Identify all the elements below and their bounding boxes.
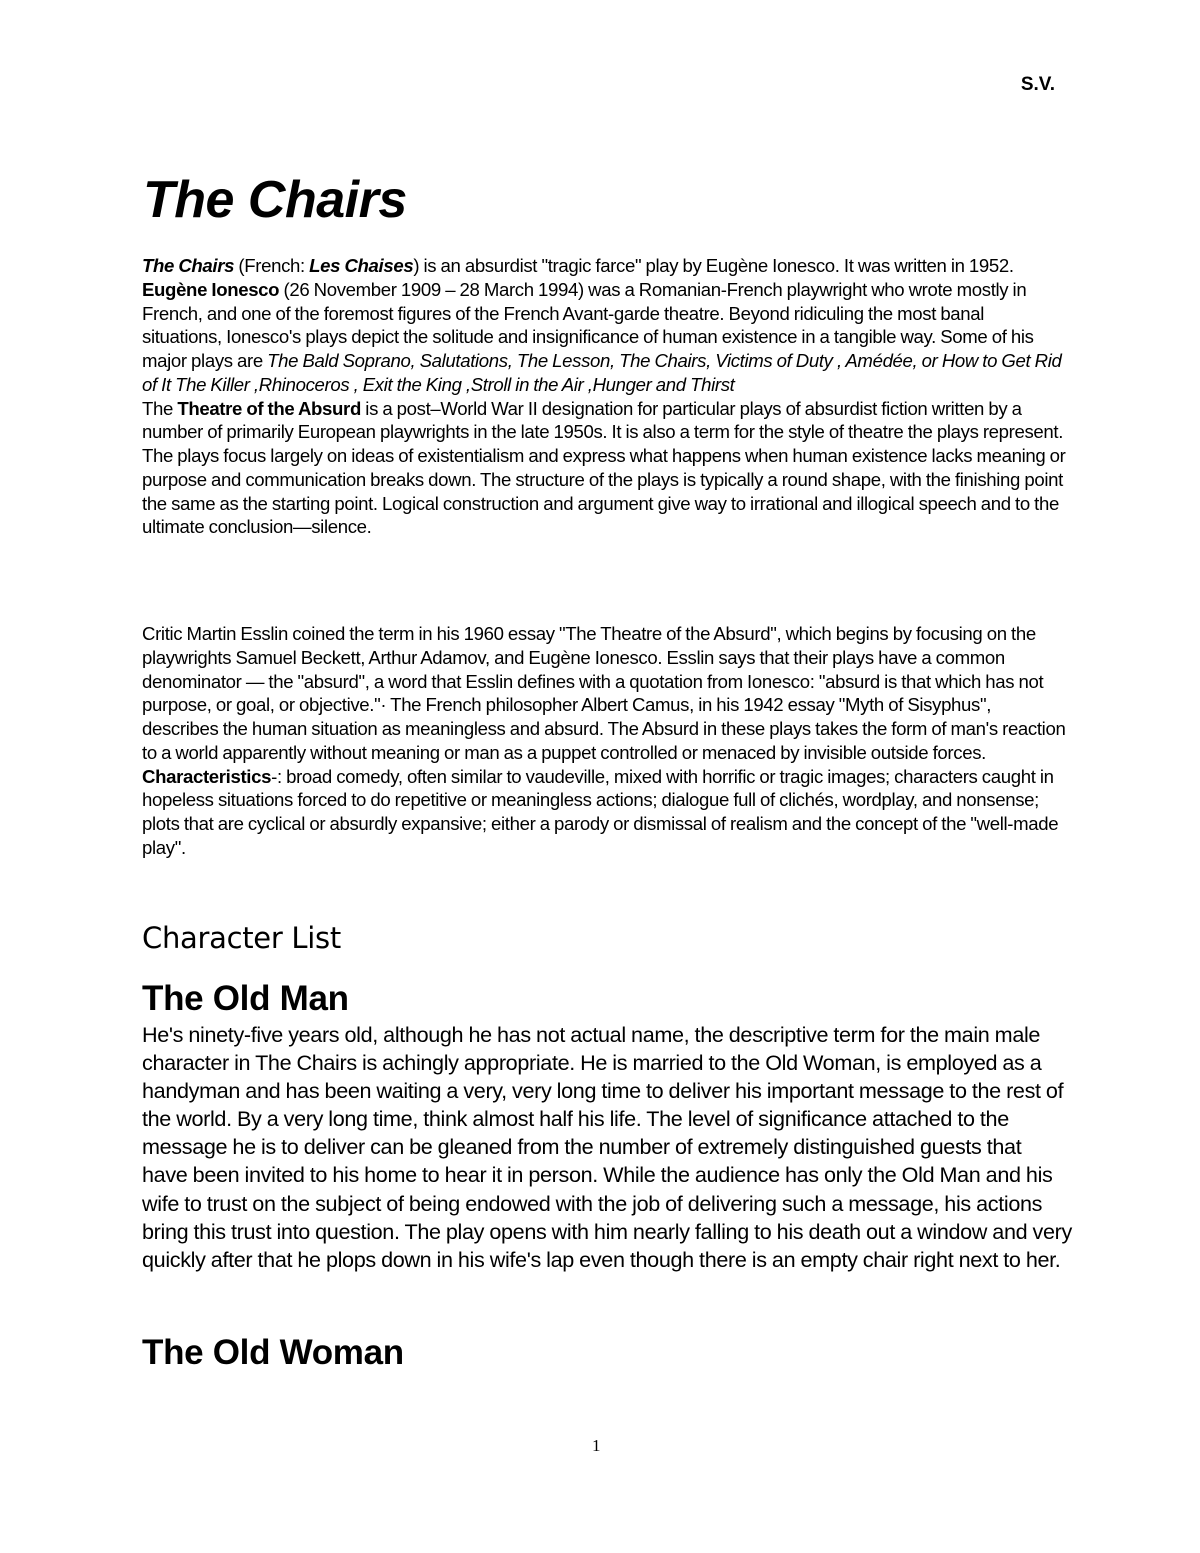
old-woman-heading: The Old Woman — [142, 1333, 404, 1372]
old-man-description: He's ninety-five years old, although he has not actual name, the descriptive term for the main male character in The Chairs is achingly appropriate. He is married to the Old Woman, is employed as a handyman and has been waiting a very, very long time to deliver his important message to the rest of the world. By a very long time, think almost half his life. The level of significance attached to the message he is to deliver can be gleaned from the number of extremely distinguished guests that have been invited to his home to hear it in person. While the audience has only the Old Man and his wife to trust on the subject of being endowed with the job of delivering such a message, his actions bring this trust into question. The play opens with him nearly falling to his death out a window and very quickly after that he plops down in his wife's lap even though there is an empty chair right next to her. — [142, 1022, 1072, 1272]
major-plays-list: The Bald Soprano, Salutations, The Lesson, The Chairs, Victims of Duty , Amédée, or How to Get Rid of It The Killer ,Rhinoceros , Exit the King ,Stroll in the Air ,Hunger and Thirst — [142, 350, 1062, 395]
intro-text-2: ) is an absurdist "tragic farce" play by Eugène Ionesco. It was written in 1952. — [413, 255, 1014, 276]
esslin-section — [142, 622, 1067, 860]
french-title-bold: Les Chaises — [309, 255, 414, 276]
absurd-text-1: The — [142, 397, 178, 419]
esslin-text-1: Critic Martin Esslin coined the term in his 1960 essay "The Theatre of the Absurd", which begins by focusing on the playwrights Samuel Beckett, Arthur Adamov, and Eugène Ionesco. Esslin says that their plays have a common denominator — the "absurd", a word that Esslin defines with a quotation from Ionesco: "absurd is that which has not purpose, or goal, or objective."· The French philosopher Albert Camus, in his 1942 essay "Myth of Sisyphus", describes the human situation as meaningless and absurd. The Absurd in these plays takes the form of man's reaction to a world apparently without meaning or man as a puppet controlled or menaced by invisible outside forces. — [142, 623, 1066, 763]
author-name-bold: Eugène Ionesco — [142, 278, 280, 300]
play-title-bold: The Chairs — [142, 255, 235, 276]
header-initials: S.V. — [1020, 74, 1055, 95]
character-list-heading: Character List — [142, 921, 341, 955]
theatre-absurd-term: Theatre of the Absurd — [177, 397, 361, 419]
intro-section — [142, 254, 1067, 539]
page-number: 1 — [592, 1436, 601, 1455]
absurd-text-2: is a post–World War II designation for particular plays of absurdist fiction written by a number of primarily European playwrights in the late 1950s. It is also a term for the style of theatre the plays represent. The plays focus largely on ideas of existentialism and express what happens when human existence lacks meaning or purpose and communication breaks down. The structure of the plays is typically a round shape, with the finishing point the same as the starting point. Logical construction and argument give way to irrational and illogical speech and to the ultimate conclusion—silence. — [142, 397, 1066, 538]
esslin-paragraph — [142, 622, 1067, 860]
absurd-paragraph — [142, 397, 1067, 540]
document-title: The Chairs — [143, 171, 407, 229]
old-man-heading: The Old Man — [142, 979, 349, 1018]
intro-paragraph — [142, 254, 1067, 397]
esslin-text-2: -: broad comedy, often similar to vaudeville, mixed with horrific or tragic images; characters caught in hopeless situations forced to do repetitive or meaningless actions; dialogue full of clichés, wordplay, and nonsense; plots that are cyclical or absurdly expansive; either a parody or dismissal of realism and the concept of the "well-made play". — [142, 765, 1059, 858]
intro-text-3: (26 November 1909 – 28 March 1994) was a Romanian-French playwright who wrote mostly in French, and one of the foremost figures of the French Avant-garde theatre. Beyond ridiculing the most banal situations, Ionesco's plays depict the solitude and insignificance of human existence in a tangible way. Some of his major plays are — [142, 278, 1034, 371]
characteristics-label: Characteristics — [142, 765, 272, 787]
intro-text-1: (French: — [234, 255, 310, 276]
